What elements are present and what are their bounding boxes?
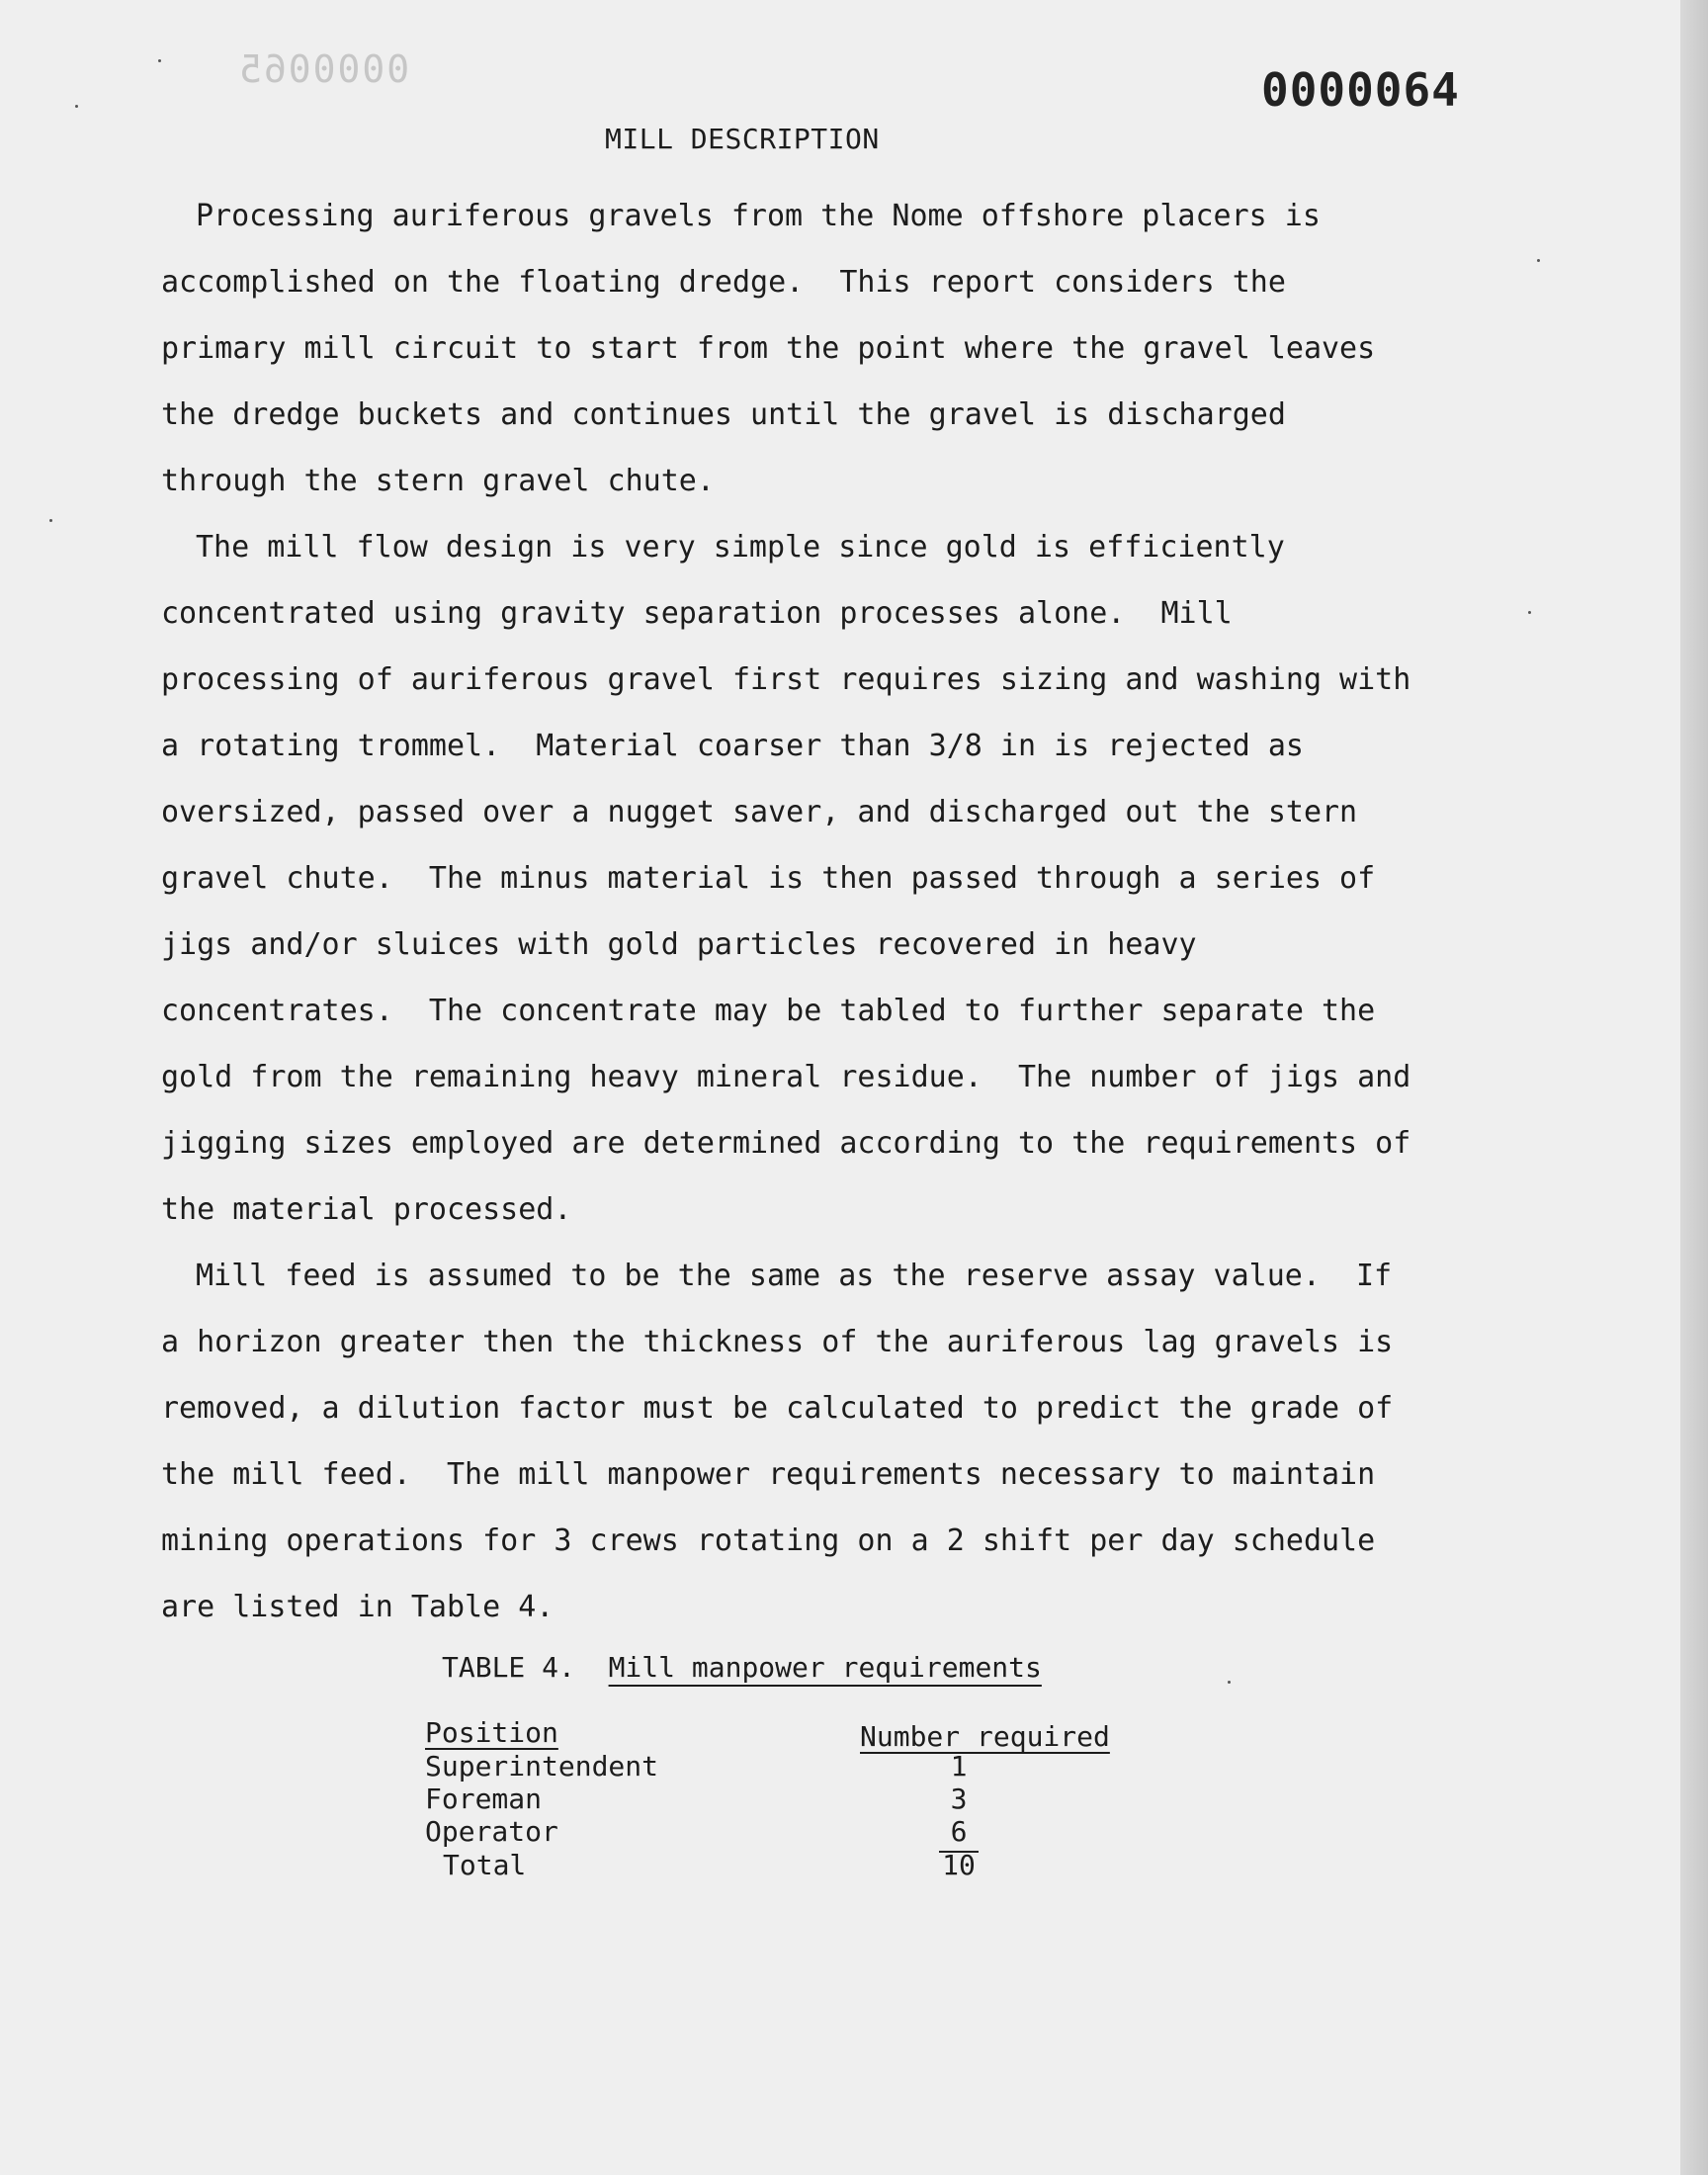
table-row [425, 1815, 1117, 1848]
body-line: the dredge buckets and continues until the gravel is discharged [161, 397, 1286, 432]
body-line: the material processed. [161, 1192, 572, 1227]
section-title: MILL DESCRIPTION [605, 123, 880, 155]
table-cell-number: 1 [950, 1750, 968, 1783]
scan-speck [158, 59, 161, 62]
table-cell-position: Operator [425, 1815, 558, 1848]
table-row [425, 1750, 1117, 1783]
body-line: gravel chute. The minus material is then passed through a series of [161, 861, 1376, 896]
body-line: are listed in Table 4. [161, 1590, 555, 1624]
bleed-through-page-number: 0000065 [237, 47, 410, 91]
body-line: a rotating trommel. Material coarser than 3/8 in is rejected as [161, 729, 1304, 763]
table-cell-position: Superintendent [425, 1750, 659, 1783]
body-text [161, 183, 1411, 1640]
body-line: mining operations for 3 crews rotating on a 2 shift per day schedule [161, 1523, 1376, 1558]
table-caption [442, 1651, 1042, 1684]
body-line: oversized, passed over a nugget saver, and discharged out the stern [161, 795, 1358, 829]
body-line: concentrates. The concentrate may be tabled to further separate the [161, 994, 1376, 1028]
table-cell-number: 3 [950, 1783, 968, 1815]
table-row [425, 1783, 1117, 1815]
body-line: primary mill circuit to start from the point where the gravel leaves [161, 331, 1376, 366]
body-line: concentrated using gravity separation processes alone. Mill [161, 596, 1233, 631]
page-edge-shadow [1680, 0, 1708, 2175]
table-cell-position: Foreman [425, 1783, 543, 1815]
page-number: 0000064 [1261, 63, 1460, 117]
body-line: removed, a dilution factor must be calculated to predict the grade of [161, 1391, 1394, 1426]
table-caption-prefix: TABLE 4. [442, 1651, 609, 1684]
body-line: processing of auriferous gravel first requires sizing and washing with [161, 662, 1411, 697]
table-header-position: Position [425, 1716, 558, 1749]
table-total-row [425, 1849, 1117, 1881]
scan-speck [1528, 611, 1531, 614]
body-line: through the stern gravel chute. [161, 464, 715, 498]
body-line: the mill feed. The mill manpower requirements necessary to maintain [161, 1457, 1376, 1492]
scan-speck [75, 105, 78, 108]
body-line: a horizon greater then the thickness of the auriferous lag gravels is [161, 1325, 1394, 1359]
scan-speck [49, 519, 52, 522]
scan-speck [1228, 1681, 1231, 1684]
body-line: gold from the remaining heavy mineral residue. The number of jigs and [161, 1060, 1411, 1094]
body-line: Processing auriferous gravels from the Nome offshore placers is [196, 199, 1321, 233]
table-caption-title: Mill manpower requirements [608, 1651, 1042, 1684]
table-header-number: Number required [860, 1720, 1110, 1753]
body-line: Mill feed is assumed to be the same as the reserve assay value. If [196, 1259, 1393, 1293]
scan-speck [1537, 259, 1540, 262]
body-line: accomplished on the floating dredge. This report considers the [161, 265, 1286, 300]
table-total-value: 10 [942, 1849, 976, 1881]
body-line: jigs and/or sluices with gold particles recovered in heavy [161, 927, 1197, 962]
table-cell-number: 6 [950, 1815, 968, 1848]
body-line: The mill flow design is very simple since gold is efficiently [196, 530, 1285, 565]
table-total-label: Total [443, 1849, 527, 1881]
body-line: jigging sizes employed are determined according to the requirements of [161, 1126, 1411, 1161]
